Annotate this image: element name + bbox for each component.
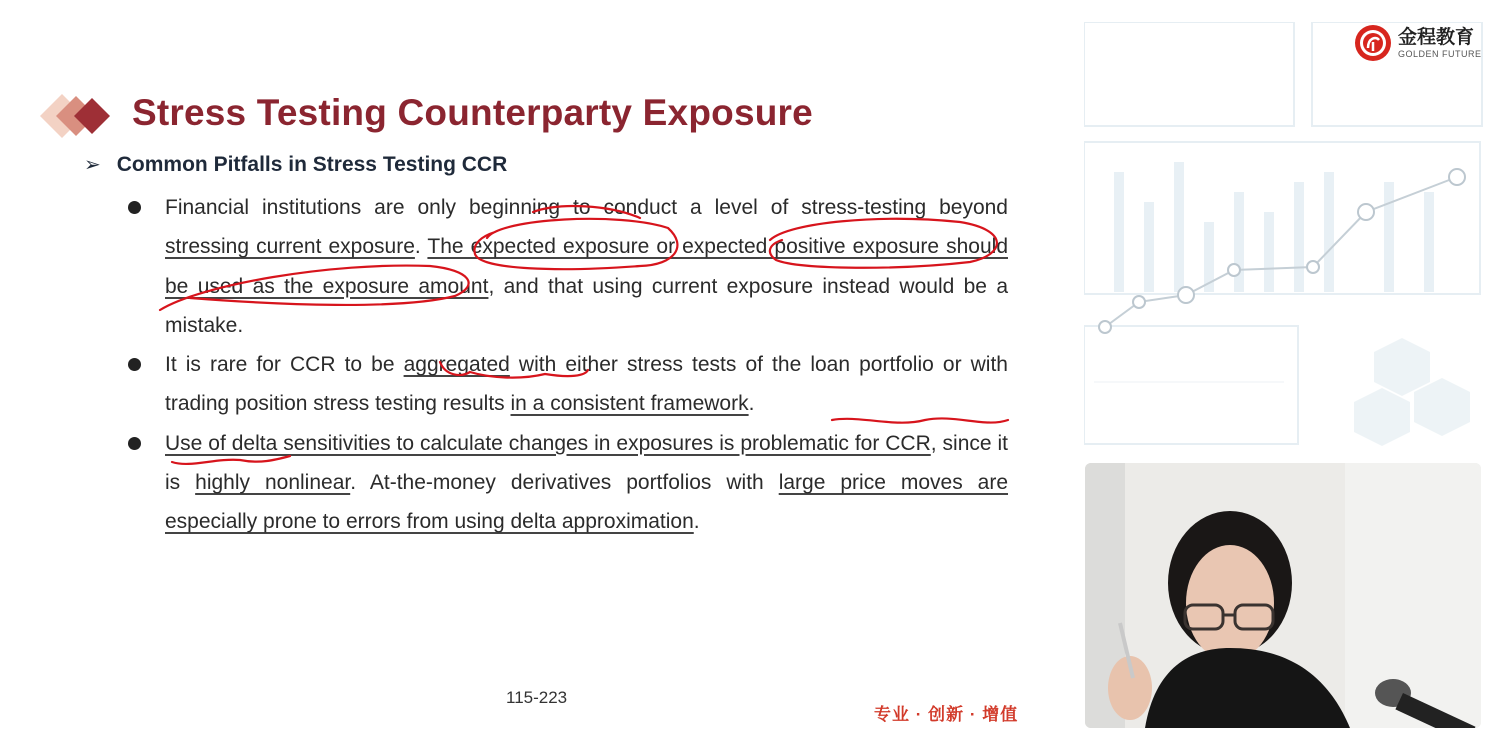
golden-future-seal-icon [1354,24,1392,62]
underlined-text: stressing current exposure [165,235,415,259]
arrow-bullet-icon: ➢ [84,154,101,176]
underlined-text: highly nonlinear [195,471,351,495]
subheading [84,152,507,177]
presenter-webcam-video [1085,463,1481,728]
bullet-text: , and that using current exposure instead would be a mistake. [165,274,1009,337]
underlined-text: large price moves are especially prone to errors from using delta approximation [165,471,1009,534]
logo-name-cn: 金程教育 [1398,26,1475,48]
bullet-text: . At-the-money derivatives portfolios with [350,471,779,495]
bullet-text: . [748,392,755,416]
bullet-dot-icon [128,437,141,450]
bullet-dot-icon [128,358,141,371]
underlined-text: The expected exposure or expected positive exposure should be used as the exposure amount [165,235,1008,298]
bullet-text: with either stress tests of the loan portfolio or with trading position stress testing results [165,353,1008,416]
underlined-text: aggregated [403,353,510,377]
title-diamond-decoration [40,94,120,138]
bullet-text: Financial institutions are only beginning to conduct a level of stress-testing beyond [165,196,1008,219]
slide-title: Stress Testing Counterparty Exposure [132,92,813,133]
brand-logo [1354,24,1482,62]
bullet-list [122,188,1008,542]
underlined-text: Use of delta sensitivities to calculate changes in exposures is problematic for CCR [165,431,931,455]
bullet-item-3 [122,424,1008,542]
slogan: 专业 · 创新 · 增值 [874,705,1019,724]
logo-name-en: GOLDEN FUTURE [1398,48,1482,59]
bullet-text: . [414,235,428,259]
bullet-item-2 [122,345,1008,424]
page-number: 115-223 [506,688,568,707]
bullet-dot-icon [128,201,141,214]
bullet-text: . [693,510,700,534]
bullet-text: , since it is [165,431,1008,495]
background-infographic [1084,22,1484,452]
subheading-text: Common Pitfalls in Stress Testing CCR [116,152,508,176]
underlined-text: in a consistent framework [510,392,749,416]
bullet-item-1 [122,188,1008,345]
bullet-text: It is rare for CCR to be [165,353,404,377]
